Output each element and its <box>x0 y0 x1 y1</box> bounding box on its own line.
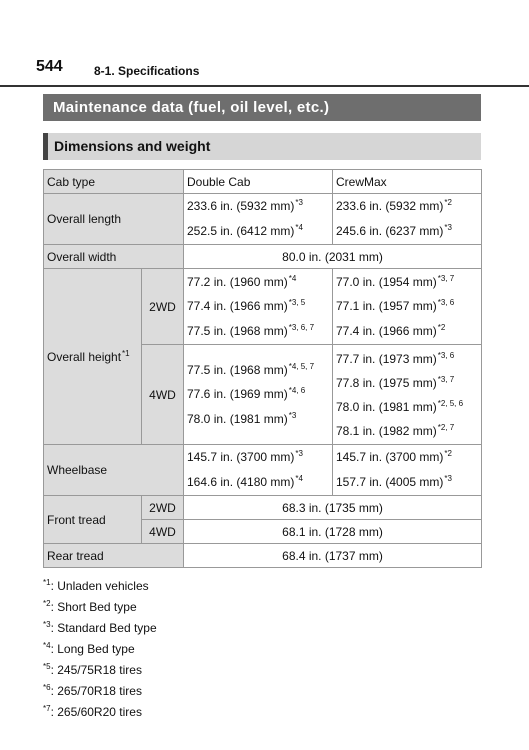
spec-value-line <box>336 395 478 419</box>
height-2wd-double-cab <box>184 269 333 345</box>
spec-value: 77.7 in. (1973 mm) <box>336 351 437 366</box>
footnote-text: : Standard Bed type <box>50 621 157 635</box>
section-title: 8-1. Specifications <box>94 64 200 78</box>
double-cab-header: Double Cab <box>184 170 333 194</box>
table-row-overall-height-2wd <box>44 269 482 345</box>
footnote-text: : Long Bed type <box>50 642 135 656</box>
footnote-ref: *3 <box>288 410 297 420</box>
spec-value-line <box>187 358 329 383</box>
footnote-ref: *3 <box>295 198 303 208</box>
footnote-ref: *4 <box>295 223 303 232</box>
overall-height-mark: *1 <box>122 348 130 358</box>
subheading: Dimensions and weight <box>43 133 481 160</box>
spec-value: 77.2 in. (1960 mm) <box>187 274 288 289</box>
footnote-ref: *4, 5, 7 <box>288 361 315 371</box>
spec-value: 145.7 in. (3700 mm) <box>187 450 295 465</box>
footnote-mark: *2 <box>43 599 51 608</box>
table-row-header <box>44 170 482 194</box>
table-row-overall-width <box>44 245 482 269</box>
footnote-ref: *3, 5 <box>288 298 306 308</box>
footnote-2 <box>43 593 483 614</box>
table-row-overall-length <box>44 194 482 245</box>
spec-value: 78.0 in. (1981 mm) <box>336 399 437 414</box>
footnote-text: : Unladen vehicles <box>50 579 149 593</box>
footnote-ref: *3, 6 <box>437 350 455 360</box>
footnote-6 <box>43 677 483 698</box>
front-tread-label: Front tread <box>44 496 142 544</box>
footnote-5 <box>43 656 483 677</box>
footnote-ref: *2 <box>444 198 452 208</box>
footnote-ref: *2 <box>444 449 452 459</box>
spec-value-line <box>336 470 478 495</box>
rear-tread-label: Rear tread <box>44 544 184 568</box>
spec-value: 233.6 in. (5932 mm) <box>336 199 444 214</box>
footnote-mark: *4 <box>43 641 51 650</box>
spec-value: 252.5 in. (6412 mm) <box>187 224 295 238</box>
spec-value: 233.6 in. (5932 mm) <box>187 199 295 214</box>
spec-value: 77.1 in. (1957 mm) <box>336 299 437 314</box>
table-row-wheelbase <box>44 445 482 496</box>
front-tread-2wd-label: 2WD <box>142 496 184 520</box>
spec-value: 145.7 in. (3700 mm) <box>336 450 444 465</box>
front-tread-2wd-value: 68.3 in. (1735 mm) <box>184 496 482 520</box>
spec-value-line <box>336 194 478 219</box>
overall-length-double-cab <box>184 194 333 245</box>
spec-value-line <box>187 445 329 470</box>
footnote-text: : 245/75R18 tires <box>50 663 142 677</box>
height-2wd-label: 2WD <box>142 269 184 345</box>
footnote-mark: *5 <box>43 662 51 671</box>
cab-type-label: Cab type <box>44 170 184 194</box>
spec-value-line <box>336 347 478 371</box>
spec-value: 77.4 in. (1966 mm) <box>187 299 288 314</box>
footnote-text: : 265/70R18 tires <box>50 684 142 698</box>
front-tread-4wd-label: 4WD <box>142 520 184 544</box>
section-banner: Maintenance data (fuel, oil level, etc.) <box>43 94 481 121</box>
crewmax-header: CrewMax <box>333 170 482 194</box>
footnote-4 <box>43 635 483 656</box>
spec-value: 77.0 in. (1954 mm) <box>336 274 437 289</box>
page-number: 544 <box>36 58 63 75</box>
spec-value: 77.6 in. (1969 mm) <box>187 387 288 402</box>
wheelbase-double-cab <box>184 445 333 496</box>
spec-value: 78.1 in. (1982 mm) <box>336 423 437 438</box>
footnote-ref: *3 <box>295 449 303 459</box>
spec-value: 77.4 in. (1966 mm) <box>336 323 437 338</box>
spec-value-line <box>187 270 329 295</box>
header-rule <box>0 85 529 87</box>
spec-value: 157.7 in. (4005 mm) <box>336 475 444 489</box>
overall-height-text: Overall height <box>47 349 122 364</box>
footnote-ref: *4, 6 <box>288 386 306 396</box>
height-4wd-double-cab <box>184 345 333 445</box>
footnote-7 <box>43 698 483 719</box>
spec-value-line <box>336 294 478 319</box>
spec-value-line <box>187 319 329 344</box>
spec-value-line <box>187 407 329 432</box>
overall-length-crewmax <box>333 194 482 245</box>
spec-value-line <box>336 371 478 395</box>
footnote-ref: *4 <box>295 474 303 483</box>
height-4wd-label: 4WD <box>142 345 184 445</box>
overall-width-value: 80.0 in. (2031 mm) <box>184 245 482 269</box>
footnote-text: : Short Bed type <box>50 600 137 614</box>
spec-value: 77.8 in. (1975 mm) <box>336 375 437 390</box>
overall-width-label: Overall width <box>44 245 184 269</box>
footnote-mark: *3 <box>43 620 51 629</box>
spec-value-line <box>187 470 329 495</box>
wheelbase-crewmax <box>333 445 482 496</box>
footnote-ref: *3, 7 <box>437 273 455 283</box>
footnote-3 <box>43 614 483 635</box>
footnote-ref: *3, 6 <box>437 298 455 308</box>
spec-value-line <box>336 319 478 344</box>
table-row-rear-tread <box>44 544 482 568</box>
table-row-front-tread-2wd <box>44 496 482 520</box>
footnote-ref: *2, 5, 6 <box>437 398 464 408</box>
overall-height-label <box>44 269 142 445</box>
footnote-ref: *3 <box>444 474 452 483</box>
footnote-mark: *1 <box>43 578 51 587</box>
spec-value-line <box>187 382 329 407</box>
footnotes <box>43 572 483 719</box>
front-tread-4wd-value: 68.1 in. (1728 mm) <box>184 520 482 544</box>
spec-value: 77.5 in. (1968 mm) <box>187 323 288 338</box>
spec-value: 245.6 in. (6237 mm) <box>336 224 444 238</box>
footnote-1 <box>43 572 483 593</box>
spec-value: 78.0 in. (1981 mm) <box>187 411 288 426</box>
footnote-mark: *6 <box>43 683 51 692</box>
footnote-ref: *3, 7 <box>437 374 455 384</box>
footnote-ref: *2 <box>437 322 446 332</box>
spec-value-line <box>187 194 329 219</box>
spec-value-line <box>336 419 478 443</box>
height-4wd-crewmax <box>333 345 482 445</box>
footnote-ref: *2, 7 <box>437 422 455 432</box>
height-2wd-crewmax <box>333 269 482 345</box>
wheelbase-label: Wheelbase <box>44 445 184 496</box>
spec-value-line <box>187 294 329 319</box>
footnote-ref: *4 <box>288 273 297 283</box>
spec-value: 77.5 in. (1968 mm) <box>187 362 288 377</box>
footnote-mark: *7 <box>43 704 51 713</box>
footnote-ref: *3, 6, 7 <box>288 322 315 332</box>
spec-value-line <box>187 219 329 244</box>
rear-tread-value: 68.4 in. (1737 mm) <box>184 544 482 568</box>
page-header <box>36 58 529 80</box>
overall-length-label: Overall length <box>44 194 184 245</box>
dimensions-table <box>43 169 482 568</box>
spec-value: 164.6 in. (4180 mm) <box>187 475 295 489</box>
footnote-text: : 265/60R20 tires <box>50 705 142 719</box>
footnote-ref: *3 <box>444 223 452 232</box>
spec-value-line <box>336 270 478 295</box>
spec-value-line <box>336 219 478 244</box>
spec-value-line <box>336 445 478 470</box>
